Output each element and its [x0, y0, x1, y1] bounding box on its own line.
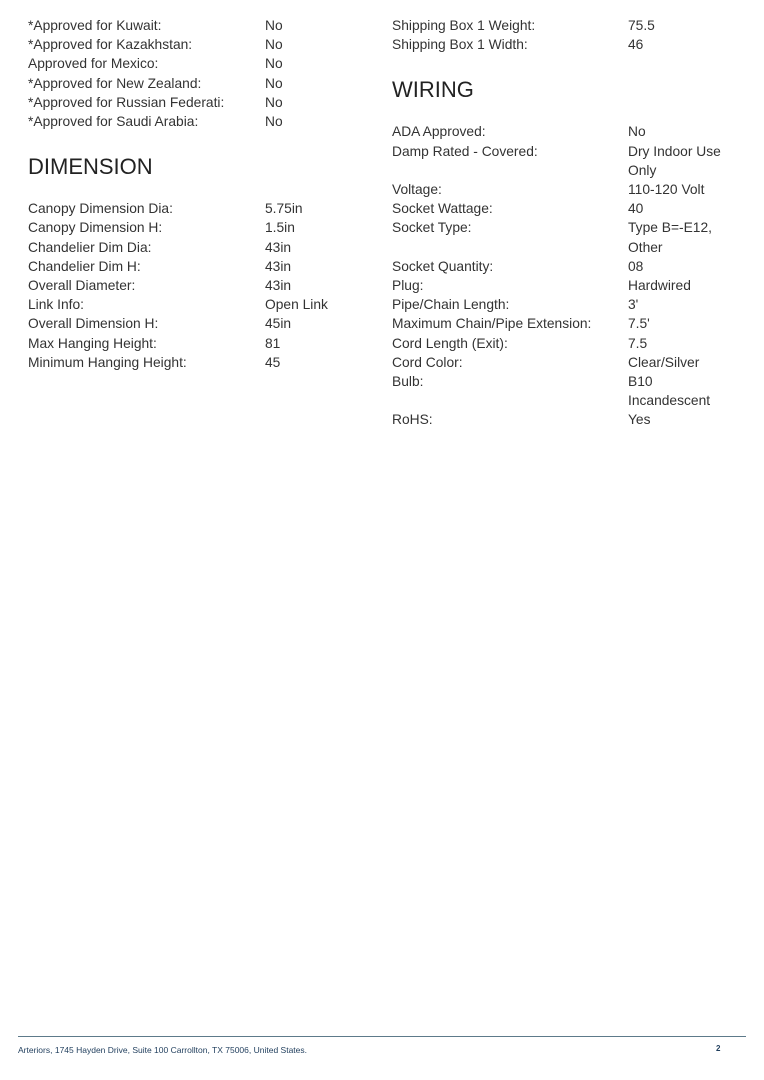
- dimension-heading: DIMENSION: [28, 154, 153, 180]
- spec-label: Socket Type:: [392, 220, 472, 236]
- spec-label: Pipe/Chain Length:: [392, 297, 510, 313]
- spec-row: [392, 372, 732, 410]
- spec-row: [28, 54, 358, 73]
- spec-label: ADA Approved:: [392, 124, 486, 140]
- dimension-list: [28, 199, 358, 372]
- spec-value: Dry Indoor Use Only: [628, 143, 721, 178]
- footer-divider: [18, 1036, 746, 1037]
- spec-label: Canopy Dimension Dia:: [28, 201, 173, 217]
- spec-row: [392, 35, 732, 54]
- wiring-heading: WIRING: [392, 77, 474, 103]
- wiring-list: [392, 122, 732, 429]
- spec-row: [392, 295, 732, 314]
- spec-value: Clear/Silver: [628, 354, 700, 370]
- spec-row: [392, 180, 732, 199]
- spec-row: [392, 218, 732, 256]
- spec-value: No: [265, 75, 283, 91]
- spec-label: *Approved for Saudi Arabia:: [28, 114, 199, 130]
- spec-label: RoHS:: [392, 412, 433, 428]
- spec-value: 40: [628, 201, 644, 217]
- spec-value: 43in: [265, 258, 292, 274]
- spec-row: [28, 334, 358, 353]
- spec-row: [392, 257, 732, 276]
- spec-label: Bulb:: [392, 374, 424, 390]
- spec-value: 7.5': [628, 316, 650, 332]
- page-number: 2: [716, 1044, 721, 1053]
- spec-label: Link Info:: [28, 297, 84, 313]
- spec-row: [28, 353, 358, 372]
- spec-label: Cord Length (Exit):: [392, 335, 508, 351]
- spec-label: *Approved for Kazakhstan:: [28, 37, 193, 53]
- spec-value: 81: [265, 335, 281, 351]
- spec-value: No: [265, 94, 283, 110]
- spec-label: Max Hanging Height:: [28, 335, 157, 351]
- spec-value: 75.5: [628, 18, 655, 33]
- spec-row: [28, 199, 358, 218]
- spec-label: Shipping Box 1 Weight:: [392, 18, 536, 33]
- spec-row: [392, 16, 732, 35]
- spec-label: Overall Dimension H:: [28, 316, 159, 332]
- spec-label: Chandelier Dim H:: [28, 258, 141, 274]
- spec-row: [392, 276, 732, 295]
- spec-row: [392, 199, 732, 218]
- spec-value: B10 Incandescent: [628, 374, 711, 409]
- spec-value: 1.5in: [265, 220, 295, 236]
- right-column: [392, 16, 732, 430]
- spec-label: Minimum Hanging Height:: [28, 354, 187, 370]
- spec-value: 5.75in: [265, 201, 303, 217]
- footer-address: Arteriors, 1745 Hayden Drive, Suite 100 Carrollton, TX 75006, United States.: [18, 1045, 307, 1055]
- spec-row: [28, 314, 358, 333]
- spec-label: Canopy Dimension H:: [28, 220, 163, 236]
- spec-value: No: [628, 124, 646, 140]
- spec-row: [392, 334, 732, 353]
- spec-label: *Approved for New Zealand:: [28, 75, 202, 91]
- spec-value: Type B=-E12, Other: [628, 220, 712, 255]
- spec-value: Yes: [628, 412, 651, 428]
- spec-row: [28, 35, 358, 54]
- spec-value: Hardwired: [628, 278, 691, 294]
- spec-row: [28, 16, 358, 35]
- spec-label: Overall Diameter:: [28, 278, 136, 294]
- shipping-list: [392, 16, 732, 54]
- spec-value: No: [265, 37, 283, 53]
- spec-label: *Approved for Kuwait:: [28, 18, 162, 33]
- spec-label: Chandelier Dim Dia:: [28, 239, 152, 255]
- spec-row: [392, 353, 732, 372]
- approvals-list: [28, 16, 358, 131]
- left-column: [28, 16, 358, 372]
- spec-value: 08: [628, 258, 644, 274]
- spec-row: [28, 257, 358, 276]
- spec-value: No: [265, 114, 283, 130]
- spec-row: [392, 142, 732, 180]
- spec-row: [28, 238, 358, 257]
- spec-label: Damp Rated - Covered:: [392, 143, 538, 159]
- spec-label: Socket Quantity:: [392, 258, 494, 274]
- spec-row: [392, 122, 732, 141]
- spec-label: Maximum Chain/Pipe Extension:: [392, 316, 592, 332]
- spec-row: [28, 218, 358, 237]
- spec-label: Voltage:: [392, 182, 442, 198]
- spec-row: [28, 276, 358, 295]
- spec-label: Plug:: [392, 278, 424, 294]
- spec-value: 43in: [265, 239, 292, 255]
- spec-row: [392, 410, 732, 429]
- spec-row: [392, 314, 732, 333]
- spec-value: 45in: [265, 316, 292, 332]
- spec-label: Cord Color:: [392, 354, 463, 370]
- spec-value: 43in: [265, 278, 292, 294]
- spec-label: Socket Wattage:: [392, 201, 493, 217]
- spec-row: [28, 93, 358, 112]
- spec-value: No: [265, 56, 283, 72]
- spec-value: Open Link: [265, 297, 328, 313]
- spec-value: 3': [628, 297, 639, 313]
- spec-value: 46: [628, 37, 644, 53]
- spec-row: [28, 74, 358, 93]
- spec-row: [28, 112, 358, 131]
- spec-value: No: [265, 18, 283, 33]
- spec-label: *Approved for Russian Federati:: [28, 94, 225, 110]
- spec-value: 110-120 Volt: [628, 182, 705, 198]
- spec-row: [28, 295, 358, 314]
- spec-value: 45: [265, 354, 281, 370]
- spec-value: 7.5: [628, 335, 648, 351]
- spec-label: Shipping Box 1 Width:: [392, 37, 528, 53]
- spec-label: Approved for Mexico:: [28, 56, 159, 72]
